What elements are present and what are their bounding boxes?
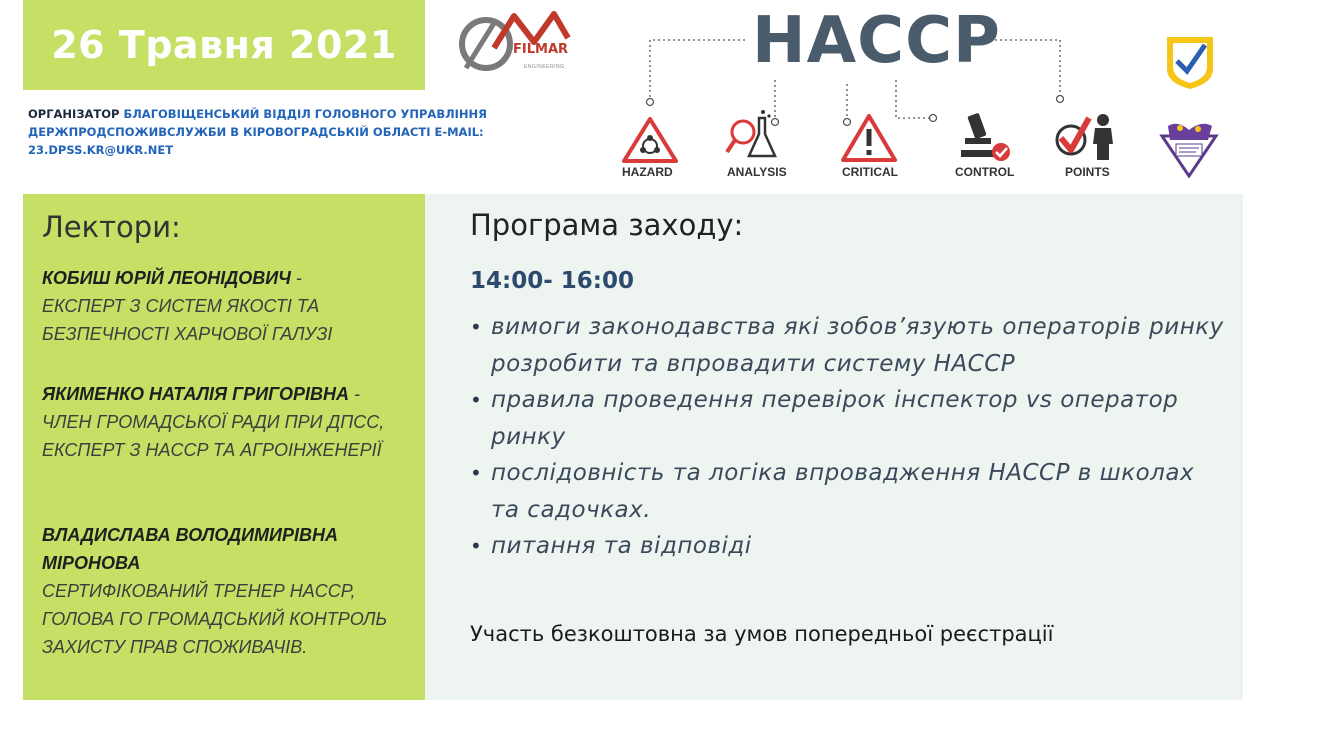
registration-note: Участь безкоштовна за умов попередньої реєстрації <box>470 622 1054 646</box>
step-hazard-label: HAZARD <box>622 165 673 179</box>
lecturer-separator: - <box>290 268 302 288</box>
event-date: 26 Травня 2021 <box>51 23 397 67</box>
agenda-item: • питання та відповіді <box>470 528 1230 565</box>
filmar-name: FILMAR <box>513 42 569 57</box>
step-control-label: CONTROL <box>955 165 1015 179</box>
lecturer-item <box>42 264 417 348</box>
organizer-info <box>28 105 548 159</box>
lecturer-separator: - <box>348 384 360 404</box>
lecturer-name: ЯКИМЕНКО НАТАЛІЯ ГРИГОРІВНА <box>42 384 349 404</box>
agenda-item: • послідовність та логіка впровадження HACCP в школах та садочках. <box>470 455 1230 528</box>
lecturer-role: СЕРТИФІКОВАНИЙ ТРЕНЕР HACCP, ГОЛОВА ГО ГРОМАДСЬКИЙ КОНТРОЛЬ ЗАХИСТУ ПРАВ СПОЖИВАЧІВ. <box>42 581 388 657</box>
organizer-text: БЛАГОВІЩЕНСЬКИЙ ВІДДІЛ ГОЛОВНОГО УПРАВЛІННЯ ДЕРЖПРОДСПОЖИВСЛУЖБИ В КІРОВОГРАДСЬКІЙ ОБЛАСТІ E-MAIL: 23.DPSS.KR@UKR.NET <box>28 107 488 157</box>
lecturers-heading: Лектори: <box>42 210 181 244</box>
step-points-label: POINTS <box>1065 165 1110 179</box>
program-heading: Програма заходу: <box>470 208 744 242</box>
lecturer-item <box>42 521 417 661</box>
exclamation-warning-icon <box>841 113 897 163</box>
lecturer-role: ЧЛЕН ГРОМАДСЬКОЇ РАДИ ПРИ ДПСС, ЕКСПЕРТ З HACCP ТА АГРОІНЖЕНЕРІЇ <box>42 412 385 460</box>
agenda-list <box>470 309 1230 565</box>
lecturer-item <box>42 380 417 464</box>
agenda-item: • вимоги законодавства які зобов’язують операторів ринку розробити та впровадити систему HACCP <box>470 309 1230 382</box>
shield-check-logo <box>1163 33 1217 91</box>
step-analysis-label: ANALYSIS <box>727 165 787 179</box>
step-critical-label: CRITICAL <box>842 165 898 179</box>
organization-emblem-logo <box>1158 120 1220 178</box>
lecturer-name: ВЛАДИСЛАВА ВОЛОДИМИРІВНА МІРОНОВА <box>42 525 338 573</box>
haccp-title: HACCP <box>752 4 1001 78</box>
agenda-item: • правила проведення перевірок інспектор vs оператор ринку <box>470 382 1230 455</box>
lecturer-name: КОБИШ ЮРІЙ ЛЕОНІДОВИЧ <box>42 268 291 288</box>
program-time: 14:00- 16:00 <box>470 268 634 294</box>
analysis-magnifier-flask-icon <box>725 108 780 164</box>
filmar-subtitle: ENGINEERING <box>524 64 565 70</box>
lecturer-role: ЕКСПЕРТ З СИСТЕМ ЯКОСТІ ТА БЕЗПЕЧНОСТІ ХАРЧОВОЇ ГАЛУЗІ <box>42 296 333 344</box>
checkmark-person-icon <box>1053 110 1119 162</box>
organizer-label: ОРГАНІЗАТОР <box>28 107 120 121</box>
biohazard-warning-icon <box>622 116 678 164</box>
microscope-check-icon <box>957 108 1012 164</box>
date-banner <box>23 0 425 90</box>
